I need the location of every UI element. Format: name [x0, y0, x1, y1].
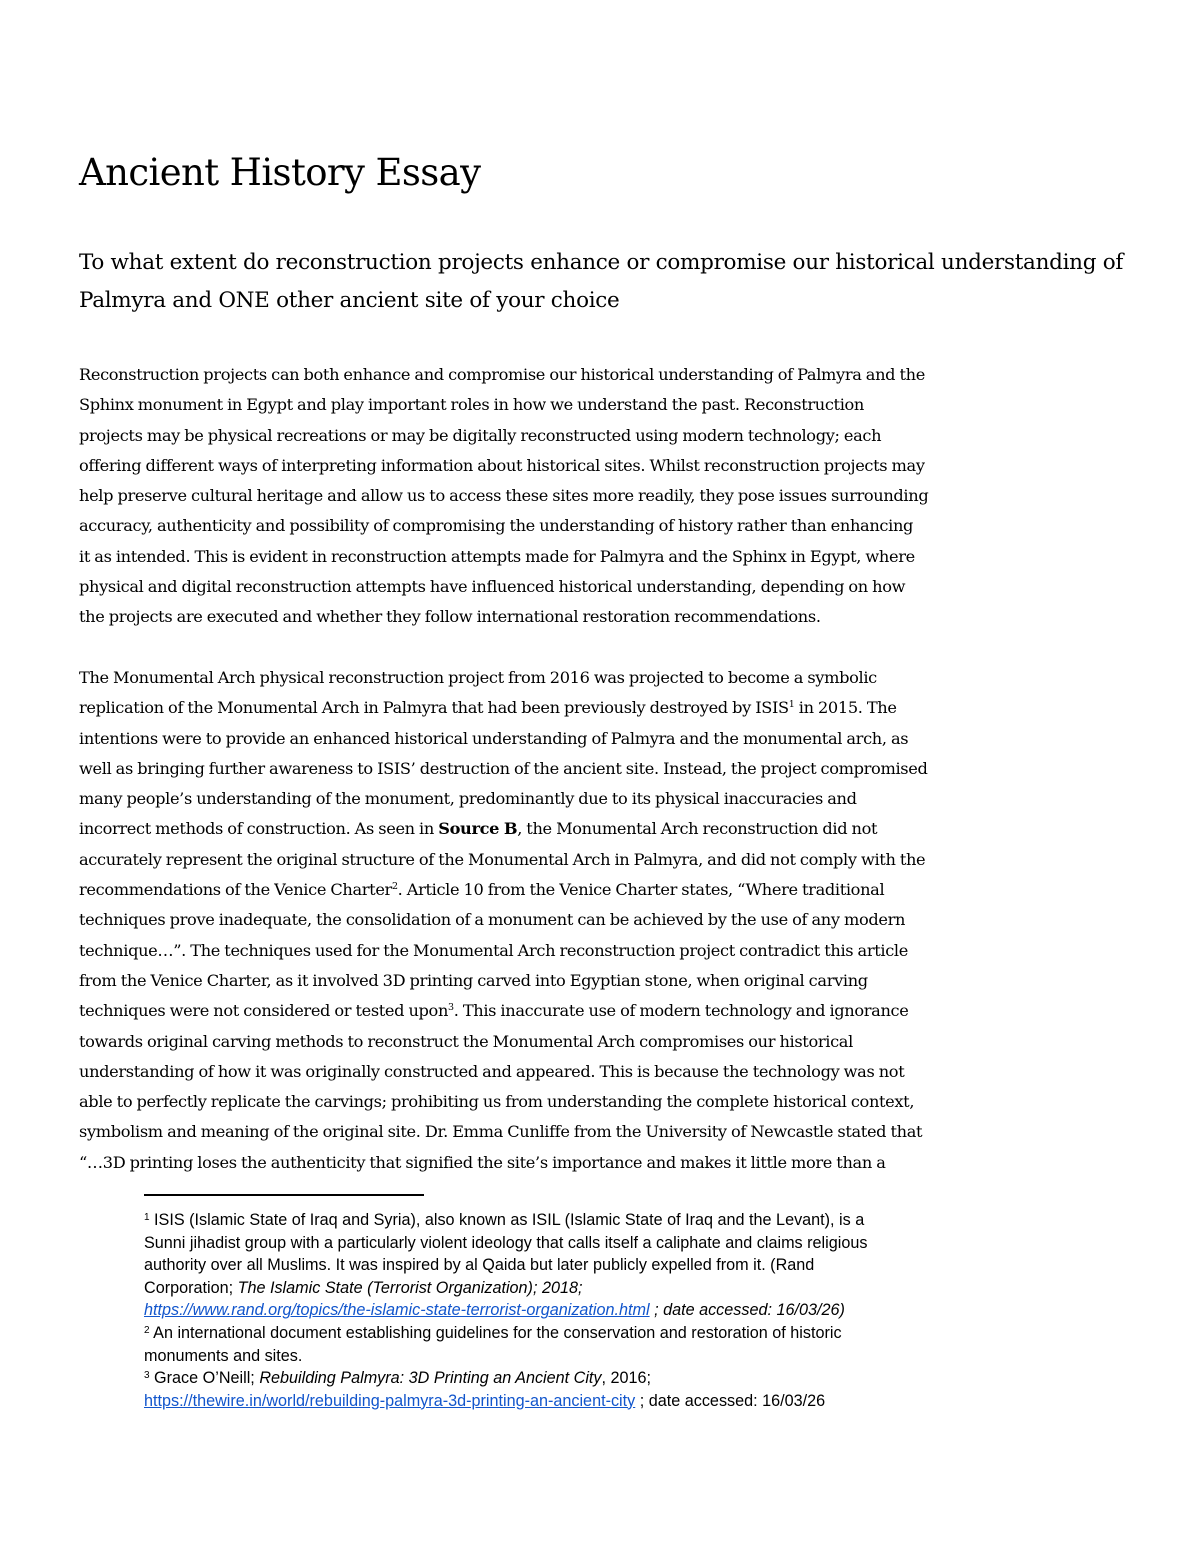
- paragraph-line: [79, 814, 927, 844]
- footnote-line: [144, 1390, 867, 1413]
- footnote-3: [144, 1367, 867, 1390]
- footnote-line: [144, 1299, 867, 1322]
- document-title: Ancient History Essay: [79, 151, 481, 194]
- footnote-citation-title: The Islamic State (Terrorist Organization); 2018;: [237, 1278, 583, 1297]
- footnote-citation-title: Rebuilding Palmyra: 3D Printing an Ancient City: [259, 1369, 602, 1388]
- text-run: An international document establishing guidelines for the conservation and restoration of historic: [149, 1323, 842, 1342]
- paragraph-line: towards original carving methods to reconstruct the Monumental Arch compromises our historical: [79, 1031, 853, 1051]
- essay-question: To what extent do reconstruction projects enhance or compromise our historical understanding of Palmyra and ONE other ancient site of your choice: [79, 250, 1124, 313]
- paragraph-line: offering different ways of interpreting information about historical sites. Whilst reconstruction projects may: [79, 455, 925, 475]
- text-run: replication of the Monumental Arch in Palmyra that had been previously destroyed by ISIS: [79, 698, 789, 718]
- footnote-ref-1[interactable]: 1: [788, 699, 795, 711]
- footnote-1: [144, 1209, 867, 1232]
- paragraph-line: accurately represent the original structure of the Monumental Arch in Palmyra, and did not comply with the: [79, 849, 926, 869]
- paragraph-line: “…3D printing loses the authenticity that signified the site’s importance and makes it little more than a: [79, 1152, 886, 1172]
- paragraph-line: understanding of how it was originally constructed and appeared. This is because the technology was not: [79, 1061, 905, 1081]
- paragraph-line: many people’s understanding of the monument, predominantly due to its physical inaccuracies and: [79, 789, 857, 809]
- paragraph-line: Sphinx monument in Egypt and play important roles in how we understand the past. Reconstruction: [79, 395, 865, 415]
- footnote-ref-3[interactable]: 3: [448, 1002, 454, 1014]
- paragraph-line: the projects are executed and whether they follow international restoration recommendations.: [79, 607, 821, 627]
- text-run: in 2015. The: [794, 698, 897, 718]
- text-run: recommendations of the Venice Charter: [79, 880, 392, 900]
- paragraph-line: help preserve cultural heritage and allow us to access these sites more readily, they pose issues surrounding: [79, 486, 929, 506]
- paragraph-line: intentions were to provide an enhanced historical understanding of Palmyra and the monumental arch, as: [79, 728, 909, 748]
- text-run: ; date accessed: 16/03/26): [649, 1301, 845, 1320]
- paragraph-line: from the Venice Charter, as it involved 3D printing carved into Egyptian stone, when original carving: [79, 970, 868, 990]
- footnote-line: authority over all Muslims. It was inspired by al Qaida but later publicly expelled from it. (Rand: [144, 1256, 815, 1275]
- paragraph-line: physical and digital reconstruction attempts have influenced historical understanding, depending on how: [79, 577, 906, 597]
- paragraph-line: symbolism and meaning of the original site. Dr. Emma Cunliffe from the University of Newcastle stated that: [79, 1122, 923, 1142]
- footnote-2: [144, 1322, 867, 1345]
- text-run: Corporation;: [144, 1278, 238, 1297]
- paragraph-line: able to perfectly replicate the carvings; prohibiting us from understanding the complete historical context,: [79, 1092, 915, 1112]
- text-run: ISIS (Islamic State of Iraq and Syria), also known as ISIL (Islamic State of Iraq and the Levant), is a: [149, 1211, 865, 1229]
- text-run: . Article 10 from the Venice Charter states, “Where traditional: [397, 880, 885, 900]
- footnote-ref-2[interactable]: 2: [391, 881, 398, 893]
- paragraph-line: accuracy, authenticity and possibility of compromising the understanding of history rather than enhancing: [79, 516, 914, 536]
- footnote-number: 3: [144, 1370, 150, 1382]
- text-run: . This inaccurate use of modern technology and ignorance: [453, 1001, 909, 1021]
- paragraph-line: well as bringing further awareness to ISIS’ destruction of the ancient site. Instead, the project compromised: [79, 758, 928, 778]
- footnote-number: 2: [144, 1324, 150, 1336]
- paragraph-line: [79, 996, 927, 1026]
- paragraph-line: projects may be physical recreations or may be digitally reconstructed using modern technology; each: [79, 425, 882, 445]
- footnotes: [144, 1209, 867, 1412]
- footnote-line: monuments and sites.: [144, 1346, 303, 1365]
- source-b-reference: Source B: [438, 819, 518, 839]
- paragraph-line: [79, 693, 927, 723]
- text-run: techniques were not considered or tested upon: [79, 1001, 449, 1021]
- paragraph-line: techniques prove inadequate, the consolidation of a monument can be achieved by the use of any modern: [79, 910, 906, 930]
- paragraph-line: [79, 875, 927, 905]
- paragraph-line: Reconstruction projects can both enhance and compromise our historical understanding of Palmyra and the: [79, 365, 925, 384]
- text-run: , 2016;: [601, 1369, 652, 1388]
- footnote-line: [144, 1277, 867, 1300]
- paragraph-line: The Monumental Arch physical reconstruction project from 2016 was projected to become a symbolic: [79, 668, 877, 687]
- footnote-divider: [144, 1194, 424, 1196]
- text-run: incorrect methods of construction. As seen in: [79, 819, 439, 839]
- paragraph-line: it as intended. This is evident in reconstruction attempts made for Palmyra and the Sphinx in Egypt, where: [79, 546, 915, 566]
- text-run: ; date accessed: 16/03/26: [635, 1391, 826, 1410]
- paragraph-line: technique…”. The techniques used for the Monumental Arch reconstruction project contradict this article: [79, 940, 908, 960]
- footnote-number: 1: [144, 1212, 150, 1223]
- text-run: , the Monumental Arch reconstruction did not: [517, 819, 878, 839]
- thewire-link[interactable]: https://thewire.in/world/rebuilding-palmyra-3d-printing-an-ancient-city: [144, 1391, 636, 1410]
- text-run: Grace O’Neill;: [149, 1369, 260, 1388]
- paragraph-introduction: [79, 360, 928, 633]
- rand-link[interactable]: https://www.rand.org/topics/the-islamic-state-terrorist-organization.html: [144, 1301, 650, 1320]
- footnote-line: Sunni jihadist group with a particularly violent ideology that calls itself a caliphate and claims religious: [144, 1233, 868, 1252]
- paragraph-monumental-arch: [79, 663, 927, 1178]
